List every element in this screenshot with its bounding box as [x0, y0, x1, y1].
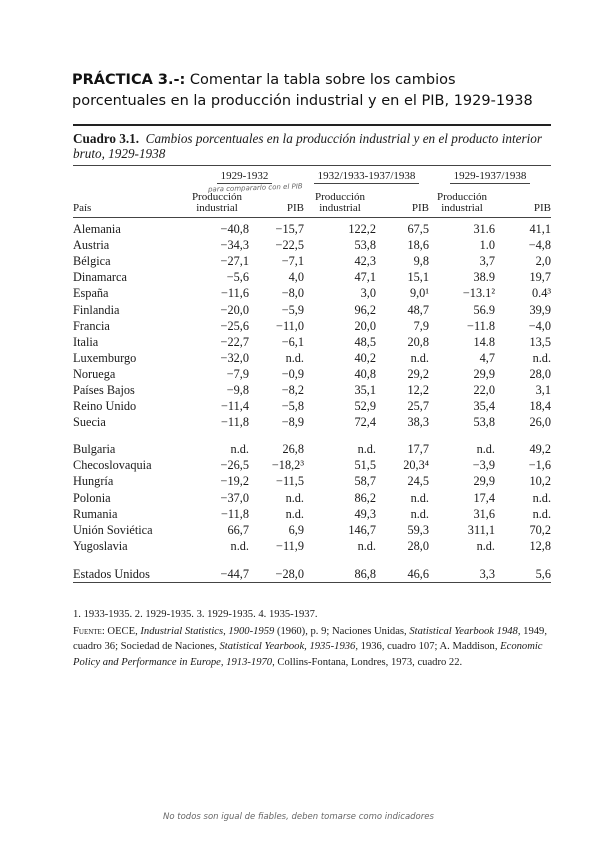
country-name: Alemania: [73, 222, 121, 237]
country-name: Austria: [73, 238, 110, 253]
table-caption: [73, 131, 551, 161]
table-cell: 46,6: [407, 566, 430, 581]
table-cell: −37,0: [220, 490, 249, 505]
table-cell: 53,8: [354, 238, 377, 253]
table-cell: n.d.: [410, 506, 430, 521]
table-row: [73, 414, 551, 430]
table-cell: 86,8: [354, 566, 377, 581]
table-cell: −11,9: [276, 538, 305, 553]
table-cell: 22,0: [473, 382, 496, 397]
table-cell: n.d.: [532, 350, 552, 365]
country-header: País: [73, 202, 92, 214]
table-cell: n.d.: [285, 350, 305, 365]
table-cell: −11,0: [276, 318, 305, 333]
country-name: Reino Unido: [73, 399, 137, 414]
table-row: [73, 237, 551, 253]
table-row: [73, 490, 551, 506]
group-header-1: 1929-1932: [185, 166, 304, 184]
table-cell: 4,0: [288, 270, 305, 285]
group-header-3: 1929-1937/1938: [429, 166, 551, 184]
table-cell: 40,8: [354, 366, 377, 381]
table-cell: −0,9: [281, 366, 305, 381]
country-name: Bélgica: [73, 254, 111, 269]
group-header-row: [73, 166, 551, 184]
source-label: Fuente:: [73, 625, 105, 637]
table-body: [73, 221, 551, 599]
table-cell: −5,6: [226, 270, 249, 285]
table-cell: 47,1: [354, 270, 377, 285]
table-cell: −27,1: [220, 254, 249, 269]
table-cell: −22,7: [220, 334, 249, 349]
table-cell: 48,7: [407, 302, 430, 317]
table-cell: 5,6: [535, 566, 552, 581]
table-cell: n.d.: [476, 442, 496, 457]
table-cell: 20,0: [354, 318, 377, 333]
country-name: Países Bajos: [73, 382, 135, 397]
column-header-row: [73, 184, 551, 218]
table-cell: −4,8: [528, 238, 552, 253]
table-cell: 49,3: [354, 506, 377, 521]
practice-text: Comentar la tabla sobre los cambios porcentuales en la producción industrial y en el PIB, 1929-1938: [72, 72, 533, 109]
table-cell: −25,6: [220, 318, 249, 333]
table-cell: 19,7: [529, 270, 552, 285]
table-cell: 31,6: [473, 506, 496, 521]
country-name: España: [73, 286, 109, 301]
country-name: Noruega: [73, 366, 116, 381]
table-cell: −15,7: [275, 222, 305, 237]
table-cell: −40,8: [220, 222, 249, 237]
table-row: [73, 441, 551, 457]
table-cell: 26,8: [282, 442, 305, 457]
table-cell: 12,8: [529, 538, 552, 553]
table-cell: 20,8: [407, 334, 430, 349]
table-row: [73, 318, 551, 334]
country-name: Francia: [73, 318, 110, 333]
table-cell: 51,5: [354, 458, 377, 473]
table-row: [73, 366, 551, 382]
country-name: Bulgaria: [73, 442, 116, 457]
caption-label: Cuadro 3.1.: [73, 131, 140, 146]
table-cell: 96,2: [354, 302, 377, 317]
table-cell: 2,0: [535, 254, 552, 269]
table-cell: −11,6: [221, 286, 249, 301]
table-cell: 53,8: [473, 415, 496, 430]
table-cell: 20,3⁴: [403, 458, 430, 473]
handwritten-note-top: para compararlo con el PIB: [207, 182, 303, 194]
group-header-2: 1932/1933-1937/1938: [304, 166, 429, 184]
table-cell: 146,7: [348, 522, 377, 537]
table-cell: 311,1: [467, 522, 496, 537]
table-row: [73, 221, 551, 237]
table-row: [73, 522, 551, 538]
table-cell: 3,7: [479, 254, 496, 269]
table-cell: −11,4: [221, 399, 249, 414]
table-row: [73, 301, 551, 317]
country-name: Rumania: [73, 506, 118, 521]
table-row: [73, 350, 551, 366]
table-cell: n.d.: [230, 538, 249, 553]
row-spacer: [73, 430, 551, 441]
table-row: [73, 285, 551, 301]
country-name: Suecia: [73, 415, 106, 430]
table-notes: [73, 607, 551, 670]
table-cell: −11,8: [221, 415, 249, 430]
country-name: Estados Unidos: [73, 566, 150, 581]
col-header-pib-3: PIB: [533, 202, 552, 214]
handwritten-note-bottom: No todos son igual de fiables, deben tomarse como indicadores: [163, 812, 434, 822]
table-cell: −18,2³: [271, 458, 305, 473]
table-cell: 31.6: [473, 222, 496, 237]
country-name: Finlandia: [73, 302, 120, 317]
table-cell: n.d.: [410, 490, 430, 505]
table-cell: 26,0: [529, 415, 552, 430]
table-cell: −9,8: [226, 382, 249, 397]
table-cell: 17,4: [473, 490, 496, 505]
table-cell: −5,9: [281, 302, 305, 317]
table-cell: −11.8: [467, 318, 496, 333]
table-cell: 40,2: [354, 350, 377, 365]
table-cell: 35,4: [473, 399, 496, 414]
country-name: Yugoslavia: [73, 538, 128, 553]
table-cell: n.d.: [532, 490, 552, 505]
table-cell: 10,2: [529, 474, 552, 489]
table-cell: −26,5: [220, 458, 249, 473]
table-cell: 29,9: [473, 474, 496, 489]
table-cell: n.d.: [532, 506, 552, 521]
table-cell: −4,0: [528, 318, 552, 333]
table-cell: 17,7: [407, 442, 430, 457]
table-cell: 1.0: [479, 238, 496, 253]
table-cell: 12,2: [407, 382, 430, 397]
table-cell: 56.9: [473, 302, 496, 317]
country-name: Unión Soviética: [73, 522, 153, 537]
table-cell: 48,5: [354, 334, 377, 349]
country-name: Polonia: [73, 490, 111, 505]
practice-heading: [72, 70, 542, 112]
table-cell: n.d.: [285, 490, 305, 505]
country-name: Italia: [73, 334, 99, 349]
table-cell: 41,1: [529, 222, 552, 237]
table-cell: n.d.: [476, 538, 496, 553]
table-cell: 9,8: [413, 254, 430, 269]
table-cell: 52,9: [354, 399, 377, 414]
table-cell: 39,9: [529, 302, 552, 317]
table-cell: −5,8: [281, 399, 305, 414]
table-cell: −22,5: [275, 238, 305, 253]
table-cell: 6,9: [288, 522, 305, 537]
table-cell: 35,1: [354, 382, 377, 397]
table-cell: −3,9: [472, 458, 496, 473]
table-cell: 28,0: [407, 538, 430, 553]
table-row: [73, 506, 551, 522]
table-row: [73, 457, 551, 473]
country-name: Luxemburgo: [73, 350, 137, 365]
footnotes: 1. 1933-1935. 2. 1929-1935. 3. 1929-1935. 4. 1935-1937.: [73, 609, 318, 621]
col-header-industrial-3: Producción industrial: [436, 191, 488, 214]
table-cell: n.d.: [410, 350, 430, 365]
table-cell: −32,0: [220, 350, 249, 365]
table-cell: −13.1²: [462, 286, 496, 301]
table-cell: −34,3: [220, 238, 249, 253]
table-cell: −8,9: [281, 415, 305, 430]
country-name: Checoslovaquia: [73, 458, 152, 473]
table-cell: 66,7: [227, 522, 249, 537]
table-cell: 13,5: [529, 334, 552, 349]
table-cell: n.d.: [357, 538, 377, 553]
table-cell: −19,2: [220, 474, 249, 489]
table-cell: 59,3: [407, 522, 430, 537]
table-cell: −44,7: [220, 566, 249, 581]
table-cell: 3,0: [360, 286, 377, 301]
table-cell: −11,5: [276, 474, 305, 489]
table-cell: −28,0: [275, 566, 305, 581]
table-cell: 29,9: [473, 366, 496, 381]
table-cell: 86,2: [354, 490, 377, 505]
table-cell: 3,1: [535, 382, 552, 397]
table-cell: 9,0¹: [409, 286, 430, 301]
table-cell: 28,0: [529, 366, 552, 381]
table-row: [73, 253, 551, 269]
table-cell: 67,5: [407, 222, 430, 237]
table-cell: 25,7: [407, 399, 430, 414]
col-header-pib-2: PIB: [411, 202, 430, 214]
table-cell: 18,4: [529, 399, 552, 414]
table-cell: 24,5: [407, 474, 430, 489]
table-cell: 38.9: [473, 270, 496, 285]
table-cell: 58,7: [354, 474, 377, 489]
table-cell: −1,6: [528, 458, 552, 473]
table-cell: 0.4³: [531, 286, 552, 301]
bottom-rule: [73, 582, 551, 599]
row-spacer: [73, 554, 551, 566]
caption-text: Cambios porcentuales en la producción industrial y en el producto interior bruto, 1929-1938: [73, 131, 542, 161]
table-row: [73, 473, 551, 489]
table-cell: 72,4: [354, 415, 377, 430]
table-row: [73, 566, 551, 583]
country-name: Hungría: [73, 474, 114, 489]
data-table: [73, 166, 551, 599]
col-header-industrial-2: Producción industrial: [314, 191, 366, 214]
table-cell: n.d.: [357, 442, 377, 457]
table-cell: 18,6: [407, 238, 430, 253]
table-row: [73, 398, 551, 414]
table-cell: −11,8: [221, 506, 249, 521]
scanned-table-page: [73, 124, 552, 822]
practice-label: PRÁCTICA 3.-:: [72, 72, 186, 88]
table-cell: n.d.: [285, 506, 305, 521]
table-cell: 14.8: [473, 334, 496, 349]
table-cell: −7,9: [226, 366, 249, 381]
table-cell: 70,2: [529, 522, 552, 537]
col-header-pib-1: PIB: [286, 202, 305, 214]
table-cell: −8,2: [281, 382, 305, 397]
table-cell: 15,1: [407, 270, 430, 285]
table-cell: 7,9: [413, 318, 430, 333]
table-row: [73, 538, 551, 554]
table-cell: −20,0: [220, 302, 249, 317]
table-row: [73, 269, 551, 285]
table-cell: 29,2: [407, 366, 430, 381]
table-cell: −6,1: [281, 334, 305, 349]
table-cell: 42,3: [354, 254, 377, 269]
table-cell: 4,7: [479, 350, 496, 365]
table-row: [73, 382, 551, 398]
table-cell: 38,3: [407, 415, 430, 430]
table-cell: 3,3: [479, 566, 496, 581]
table-cell: 122,2: [348, 222, 377, 237]
table-row: [73, 334, 551, 350]
table-cell: 49,2: [529, 442, 552, 457]
table-cell: −8,0: [281, 286, 305, 301]
country-name: Dinamarca: [73, 270, 127, 285]
table-cell: n.d.: [230, 442, 249, 457]
source-note: Fuente: OECE, Industrial Statistics, 1900-1959 (1960), p. 9; Naciones Unidas, Statistical Yearbook 1948, 1949, cuadro 36; Sociedad de Naciones, Statistical Yearbook, 1935-1936, 1936, cuadro 107; A. Maddison, Economic Policy and Performance in Europe, 1913-1970, Collins-Fontana, Londres, 1973, cuadro 22.: [73, 625, 547, 668]
col-header-industrial-1: Producción industrial: [191, 191, 243, 214]
top-rule: [73, 124, 551, 126]
table-cell: −7,1: [281, 254, 305, 269]
